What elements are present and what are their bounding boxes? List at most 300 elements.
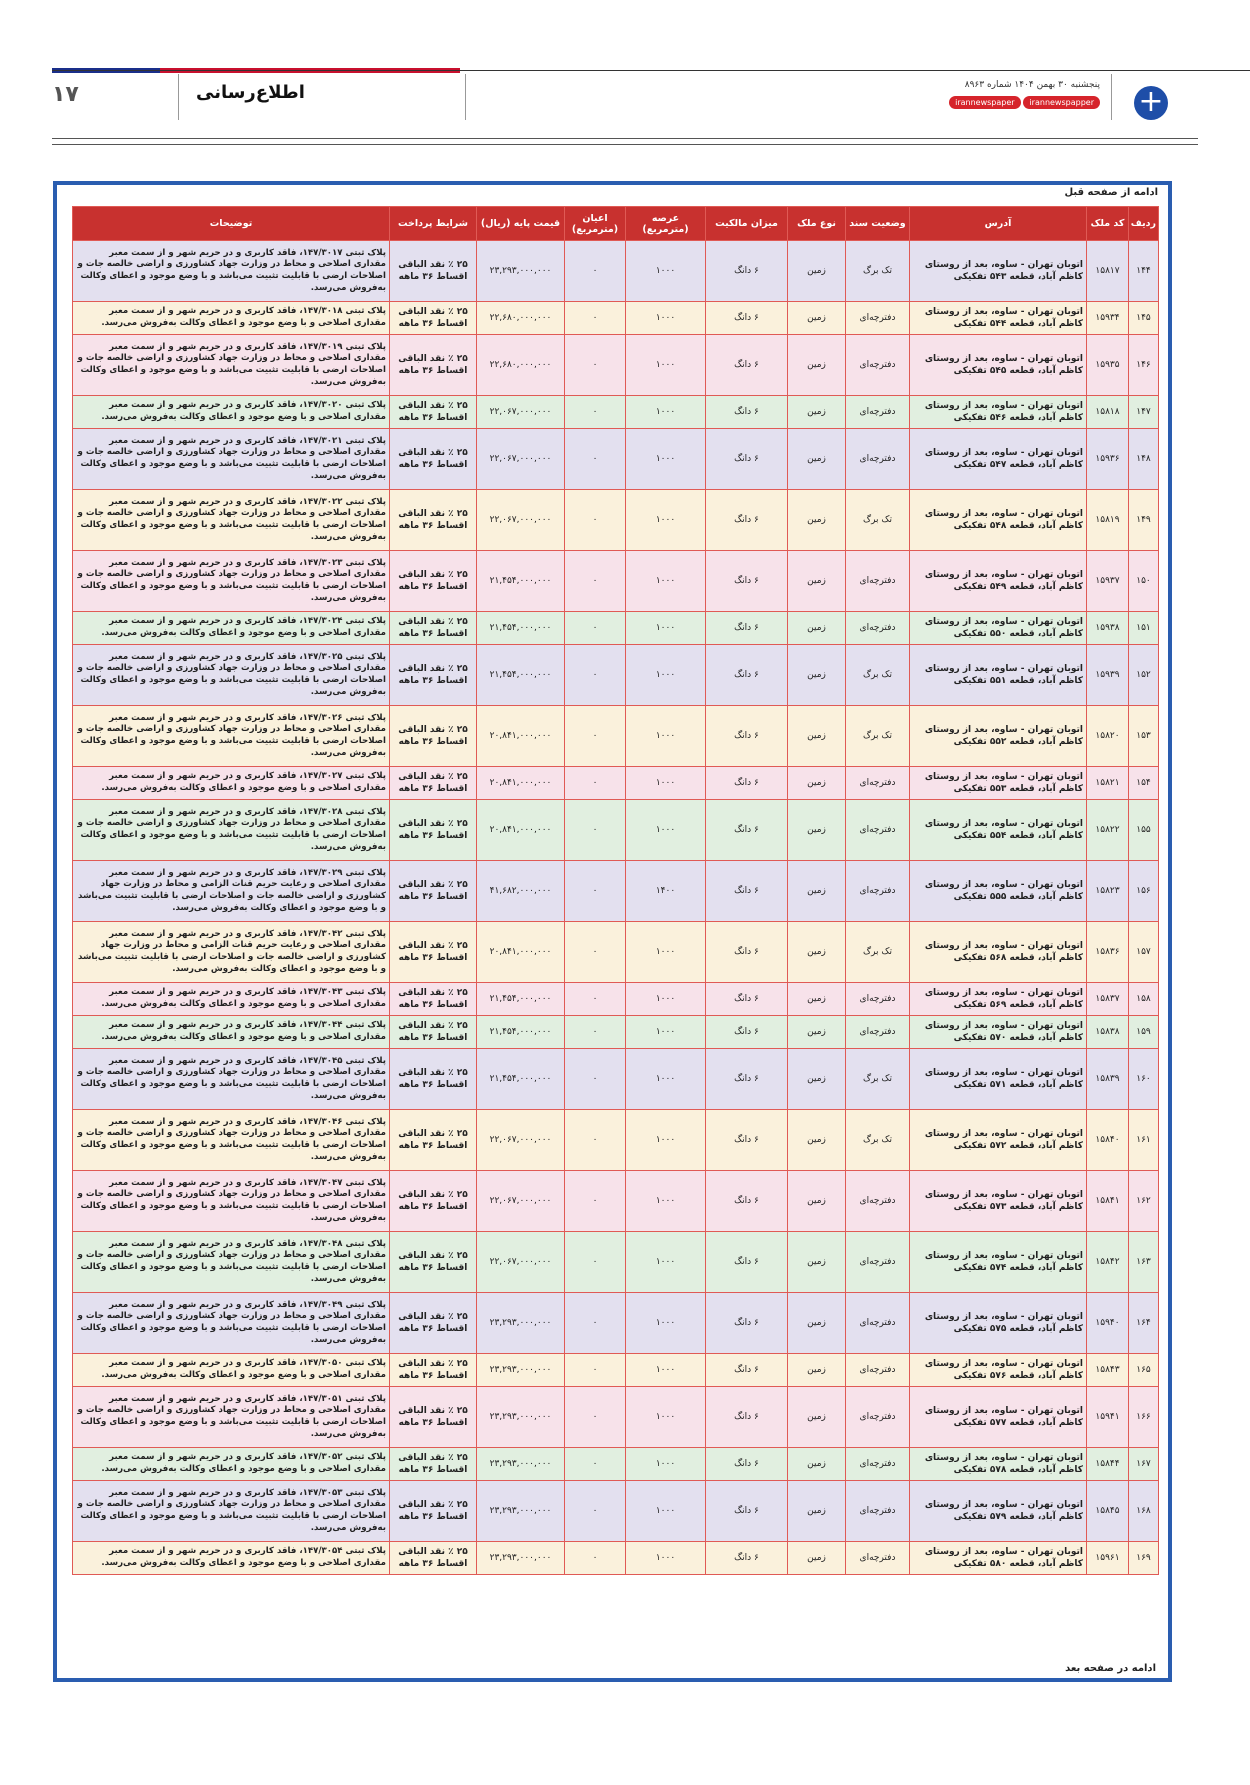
header-rule — [52, 70, 1250, 71]
cell-build: ۰ — [565, 1448, 626, 1481]
cell-address: اتوبان تهران - ساوه، بعد از روستای کاظم آباد، قطعه ۵۶۸ تفکیکی — [910, 922, 1087, 983]
continued-from-note: ادامه از صفحه قبل — [1064, 187, 1158, 198]
cell-desc: پلاک ثبتی ۱۴۷/۳۰۴۸، فاقد کاربری و در حریم شهر و از سمت معبر مقداری اصلاحی و محاط در وزارت جهاد کشاورزی و اراضی خالصه جات و اصلاحات ارضی با قابلیت تثبیت می‌باشد و با وضع موجود و اعطای وکالت به‌فروش می‌رسد. — [73, 1232, 390, 1293]
cell-own: ۶ دانگ — [706, 861, 788, 922]
double-rule-top — [52, 138, 1198, 139]
cell-price: ۲۳,۲۹۳,۰۰۰,۰۰۰ — [477, 1387, 565, 1448]
cell-code: ۱۵۹۴۱ — [1087, 1387, 1129, 1448]
cell-price: ۲۰,۸۴۱,۰۰۰,۰۰۰ — [477, 922, 565, 983]
table-row — [73, 1293, 1159, 1354]
cell-price: ۲۱,۴۵۴,۰۰۰,۰۰۰ — [477, 1016, 565, 1049]
cell-build: ۰ — [565, 706, 626, 767]
cell-area: ۱۰۰۰ — [626, 983, 706, 1016]
cell-price: ۲۱,۴۵۴,۰۰۰,۰۰۰ — [477, 645, 565, 706]
table-row — [73, 1049, 1159, 1110]
cell-own: ۶ دانگ — [706, 1110, 788, 1171]
cell-build: ۰ — [565, 1481, 626, 1542]
cell-type: زمین — [788, 767, 846, 800]
column-header: اعیان (مترمربع) — [565, 207, 626, 241]
cell-price: ۲۲,۰۶۷,۰۰۰,۰۰۰ — [477, 1110, 565, 1171]
cell-address: اتوبان تهران - ساوه، بعد از روستای کاظم آباد، قطعه ۵۴۹ تفکیکی — [910, 551, 1087, 612]
table-row — [73, 241, 1159, 302]
cell-doc: دفترچه‌ای — [846, 1232, 910, 1293]
cell-code: ۱۵۸۱۷ — [1087, 241, 1129, 302]
cell-type: زمین — [788, 1354, 846, 1387]
cell-terms: ۲۵ ٪ نقد الباقی اقساط ۳۶ ماهه — [390, 551, 477, 612]
cell-doc: دفترچه‌ای — [846, 983, 910, 1016]
cell-row: ۱۵۰ — [1129, 551, 1159, 612]
cell-address: اتوبان تهران - ساوه، بعد از روستای کاظم آباد، قطعه ۵۶۹ تفکیکی — [910, 983, 1087, 1016]
cell-price: ۲۳,۲۹۳,۰۰۰,۰۰۰ — [477, 1354, 565, 1387]
cell-doc: دفترچه‌ای — [846, 335, 910, 396]
column-header: کد ملک — [1087, 207, 1129, 241]
cell-build: ۰ — [565, 551, 626, 612]
cell-build: ۰ — [565, 429, 626, 490]
cell-address: اتوبان تهران - ساوه، بعد از روستای کاظم آباد، قطعه ۵۷۱ تفکیکی — [910, 1049, 1087, 1110]
cell-desc: پلاک ثبتی ۱۴۷/۳۰۲۰، فاقد کاربری و در حریم شهر و از سمت معبر مقداری اصلاحی و با وضع موجود و اعطای وکالت به‌فروش می‌رسد. — [73, 396, 390, 429]
cell-terms: ۲۵ ٪ نقد الباقی اقساط ۳۶ ماهه — [390, 490, 477, 551]
cell-price: ۲۰,۸۴۱,۰۰۰,۰۰۰ — [477, 706, 565, 767]
cell-price: ۲۱,۴۵۴,۰۰۰,۰۰۰ — [477, 612, 565, 645]
cell-type: زمین — [788, 335, 846, 396]
table-row — [73, 1232, 1159, 1293]
table-row — [73, 1448, 1159, 1481]
cell-own: ۶ دانگ — [706, 612, 788, 645]
cell-doc: دفترچه‌ای — [846, 429, 910, 490]
cell-build: ۰ — [565, 396, 626, 429]
cell-type: زمین — [788, 800, 846, 861]
cell-row: ۱۵۲ — [1129, 645, 1159, 706]
cell-row: ۱۶۵ — [1129, 1354, 1159, 1387]
cell-desc: پلاک ثبتی ۱۴۷/۳۰۴۳، فاقد کاربری و در حریم شهر و از سمت معبر مقداری اصلاحی و با وضع موجود و اعطای وکالت به‌فروش می‌رسد. — [73, 983, 390, 1016]
cell-code: ۱۵۹۳۶ — [1087, 429, 1129, 490]
table-row — [73, 490, 1159, 551]
cell-type: زمین — [788, 612, 846, 645]
cell-row: ۱۶۶ — [1129, 1387, 1159, 1448]
cell-doc: دفترچه‌ای — [846, 767, 910, 800]
cell-desc: پلاک ثبتی ۱۴۷/۳۰۵۳، فاقد کاربری و در حریم شهر و از سمت معبر مقداری اصلاحی و محاط در وزارت جهاد کشاورزی و اراضی خالصه جات و اصلاحات ارضی با قابلیت تثبیت می‌باشد و با وضع موجود و اعطای وکالت به‌فروش می‌رسد. — [73, 1481, 390, 1542]
column-header: وضعیت سند — [846, 207, 910, 241]
cell-terms: ۲۵ ٪ نقد الباقی اقساط ۳۶ ماهه — [390, 861, 477, 922]
cell-type: زمین — [788, 1171, 846, 1232]
cell-type: زمین — [788, 551, 846, 612]
cell-type: زمین — [788, 429, 846, 490]
cell-type: زمین — [788, 241, 846, 302]
cell-area: ۱۰۰۰ — [626, 335, 706, 396]
cell-doc: تک برگ — [846, 241, 910, 302]
cell-terms: ۲۵ ٪ نقد الباقی اقساط ۳۶ ماهه — [390, 1354, 477, 1387]
cell-code: ۱۵۸۳۷ — [1087, 983, 1129, 1016]
cell-code: ۱۵۸۴۲ — [1087, 1232, 1129, 1293]
cell-row: ۱۶۷ — [1129, 1448, 1159, 1481]
cell-row: ۱۴۴ — [1129, 241, 1159, 302]
cell-code: ۱۵۸۲۱ — [1087, 767, 1129, 800]
cell-desc: پلاک ثبتی ۱۴۷/۳۰۴۹، فاقد کاربری و در حریم شهر و از سمت معبر مقداری اصلاحی و محاط در وزارت جهاد کشاورزی و اراضی خالصه جات و اصلاحات ارضی با قابلیت تثبیت می‌باشد و با وضع موجود و اعطای وکالت به‌فروش می‌رسد. — [73, 1293, 390, 1354]
cell-terms: ۲۵ ٪ نقد الباقی اقساط ۳۶ ماهه — [390, 1110, 477, 1171]
cell-code: ۱۵۸۱۹ — [1087, 490, 1129, 551]
cell-terms: ۲۵ ٪ نقد الباقی اقساط ۳۶ ماهه — [390, 302, 477, 335]
cell-code: ۱۵۸۴۱ — [1087, 1171, 1129, 1232]
cell-address: اتوبان تهران - ساوه، بعد از روستای کاظم آباد، قطعه ۵۷۸ تفکیکی — [910, 1448, 1087, 1481]
cell-price: ۲۰,۸۴۱,۰۰۰,۰۰۰ — [477, 767, 565, 800]
cell-desc: پلاک ثبتی ۱۴۷/۳۰۲۴، فاقد کاربری و در حریم شهر و از سمت معبر مقداری اصلاحی و با وضع موجود و اعطای وکالت به‌فروش می‌رسد. — [73, 612, 390, 645]
cell-terms: ۲۵ ٪ نقد الباقی اقساط ۳۶ ماهه — [390, 1448, 477, 1481]
cell-code: ۱۵۸۲۳ — [1087, 861, 1129, 922]
cell-desc: پلاک ثبتی ۱۴۷/۳۰۲۲، فاقد کاربری و در حریم شهر و از سمت معبر مقداری اصلاحی و محاط در وزارت جهاد کشاورزی و اراضی خالصه جات و اصلاحات ارضی با قابلیت تثبیت می‌باشد و با وضع موجود و اعطای وکالت به‌فروش می‌رسد. — [73, 490, 390, 551]
cell-build: ۰ — [565, 612, 626, 645]
cell-type: زمین — [788, 1448, 846, 1481]
cell-area: ۱۰۰۰ — [626, 1232, 706, 1293]
cell-type: زمین — [788, 861, 846, 922]
cell-doc: دفترچه‌ای — [846, 1542, 910, 1575]
cell-price: ۲۲,۰۶۷,۰۰۰,۰۰۰ — [477, 1171, 565, 1232]
cell-terms: ۲۵ ٪ نقد الباقی اقساط ۳۶ ماهه — [390, 241, 477, 302]
cell-doc: دفترچه‌ای — [846, 612, 910, 645]
cell-doc: دفترچه‌ای — [846, 1481, 910, 1542]
cell-area: ۱۰۰۰ — [626, 706, 706, 767]
cell-build: ۰ — [565, 983, 626, 1016]
cell-address: اتوبان تهران - ساوه، بعد از روستای کاظم آباد، قطعه ۵۵۴ تفکیکی — [910, 800, 1087, 861]
cell-own: ۶ دانگ — [706, 1542, 788, 1575]
cell-address: اتوبان تهران - ساوه، بعد از روستای کاظم آباد، قطعه ۵۷۹ تفکیکی — [910, 1481, 1087, 1542]
cell-doc: دفترچه‌ای — [846, 302, 910, 335]
cell-code: ۱۵۹۳۷ — [1087, 551, 1129, 612]
page-number: ۱۷ — [52, 82, 79, 107]
cell-code: ۱۵۸۴۵ — [1087, 1481, 1129, 1542]
cell-row: ۱۶۸ — [1129, 1481, 1159, 1542]
cell-address: اتوبان تهران - ساوه، بعد از روستای کاظم آباد، قطعه ۵۴۶ تفکیکی — [910, 396, 1087, 429]
cell-address: اتوبان تهران - ساوه، بعد از روستای کاظم آباد، قطعه ۵۷۵ تفکیکی — [910, 1293, 1087, 1354]
cell-area: ۱۰۰۰ — [626, 1171, 706, 1232]
table-row — [73, 983, 1159, 1016]
cell-area: ۱۰۰۰ — [626, 645, 706, 706]
cell-own: ۶ دانگ — [706, 1016, 788, 1049]
cell-type: زمین — [788, 1110, 846, 1171]
cell-row: ۱۴۹ — [1129, 490, 1159, 551]
cell-row: ۱۶۱ — [1129, 1110, 1159, 1171]
cell-area: ۱۰۰۰ — [626, 429, 706, 490]
cell-price: ۲۳,۲۹۳,۰۰۰,۰۰۰ — [477, 1542, 565, 1575]
cell-desc: پلاک ثبتی ۱۴۷/۳۰۴۵، فاقد کاربری و در حریم شهر و از سمت معبر مقداری اصلاحی و محاط در وزارت جهاد کشاورزی و اراضی خالصه جات و اصلاحات ارضی با قابلیت تثبیت می‌باشد و با وضع موجود و اعطای وکالت به‌فروش می‌رسد. — [73, 1049, 390, 1110]
cell-area: ۱۰۰۰ — [626, 1016, 706, 1049]
cell-row: ۱۵۶ — [1129, 861, 1159, 922]
cell-build: ۰ — [565, 1354, 626, 1387]
cell-area: ۱۰۰۰ — [626, 302, 706, 335]
cell-price: ۲۲,۰۶۷,۰۰۰,۰۰۰ — [477, 490, 565, 551]
cell-code: ۱۵۸۴۳ — [1087, 1354, 1129, 1387]
cell-desc: پلاک ثبتی ۱۴۷/۳۰۵۲، فاقد کاربری و در حریم شهر و از سمت معبر مقداری اصلاحی و با وضع موجود و اعطای وکالت به‌فروش می‌رسد. — [73, 1448, 390, 1481]
cell-code: ۱۵۸۲۰ — [1087, 706, 1129, 767]
cell-row: ۱۵۸ — [1129, 983, 1159, 1016]
table-header-row — [73, 207, 1159, 241]
table-row — [73, 1387, 1159, 1448]
cell-own: ۶ دانگ — [706, 1448, 788, 1481]
cell-address: اتوبان تهران - ساوه، بعد از روستای کاظم آباد، قطعه ۵۵۵ تفکیکی — [910, 861, 1087, 922]
double-rule-bottom — [52, 144, 1198, 145]
table-row — [73, 612, 1159, 645]
cell-area: ۱۰۰۰ — [626, 800, 706, 861]
cell-price: ۲۲,۰۶۷,۰۰۰,۰۰۰ — [477, 429, 565, 490]
cell-terms: ۲۵ ٪ نقد الباقی اقساط ۳۶ ماهه — [390, 706, 477, 767]
cell-code: ۱۵۹۳۹ — [1087, 645, 1129, 706]
cell-build: ۰ — [565, 241, 626, 302]
cell-type: زمین — [788, 396, 846, 429]
table-row — [73, 1016, 1159, 1049]
cell-type: زمین — [788, 490, 846, 551]
cell-doc: تک برگ — [846, 706, 910, 767]
cell-desc: پلاک ثبتی ۱۴۷/۳۰۲۱، فاقد کاربری و در حریم شهر و از سمت معبر مقداری اصلاحی و محاط در وزارت جهاد کشاورزی و اراضی خالصه جات و اصلاحات ارضی با قابلیت تثبیت می‌باشد و با وضع موجود و اعطای وکالت به‌فروش می‌رسد. — [73, 429, 390, 490]
table-row — [73, 922, 1159, 983]
column-header: میزان مالکیت — [706, 207, 788, 241]
cell-build: ۰ — [565, 302, 626, 335]
cell-desc: پلاک ثبتی ۱۴۷/۳۰۴۴، فاقد کاربری و در حریم شهر و از سمت معبر مقداری اصلاحی و با وضع موجود و اعطای وکالت به‌فروش می‌رسد. — [73, 1016, 390, 1049]
cell-terms: ۲۵ ٪ نقد الباقی اقساط ۳۶ ماهه — [390, 983, 477, 1016]
cell-row: ۱۶۳ — [1129, 1232, 1159, 1293]
cell-type: زمین — [788, 706, 846, 767]
cell-price: ۲۲,۰۶۷,۰۰۰,۰۰۰ — [477, 396, 565, 429]
cell-row: ۱۵۱ — [1129, 612, 1159, 645]
cell-doc: تک برگ — [846, 922, 910, 983]
header-separator — [1111, 74, 1112, 120]
cell-desc: پلاک ثبتی ۱۴۷/۳۰۵۱، فاقد کاربری و در حریم شهر و از سمت معبر مقداری اصلاحی و محاط در وزارت جهاد کشاورزی و اراضی خالصه جات و اصلاحات ارضی با قابلیت تثبیت می‌باشد و با وضع موجود و اعطای وکالت به‌فروش می‌رسد. — [73, 1387, 390, 1448]
cell-code: ۱۵۹۳۴ — [1087, 302, 1129, 335]
cell-type: زمین — [788, 922, 846, 983]
issue-info-block — [900, 80, 1100, 109]
cell-desc: پلاک ثبتی ۱۴۷/۳۰۲۸، فاقد کاربری و در حریم شهر و از سمت معبر مقداری اصلاحی و محاط در وزارت جهاد کشاورزی و اراضی خالصه جات و اصلاحات ارضی با قابلیت تثبیت می‌باشد و با وضع موجود و اعطای وکالت به‌فروش می‌رسد. — [73, 800, 390, 861]
cell-row: ۱۵۷ — [1129, 922, 1159, 983]
column-header: شرایط پرداخت — [390, 207, 477, 241]
cell-type: زمین — [788, 1232, 846, 1293]
cell-address: اتوبان تهران - ساوه، بعد از روستای کاظم آباد، قطعه ۵۴۸ تفکیکی — [910, 490, 1087, 551]
cell-own: ۶ دانگ — [706, 767, 788, 800]
cell-desc: پلاک ثبتی ۱۴۷/۳۰۴۲، فاقد کاربری و در حریم شهر و از سمت معبر مقداری اصلاحی و رعایت حریم قنات الزامی و محاط در وزارت جهاد کشاورزی و اراضی خالصه جات و اصلاحات ارضی با قابلیت تثبیت می‌باشد و با وضع موجود و اعطای وکالت به‌فروش می‌رسد. — [73, 922, 390, 983]
cell-area: ۱۰۰۰ — [626, 1293, 706, 1354]
cell-own: ۶ دانگ — [706, 1232, 788, 1293]
cell-doc: دفترچه‌ای — [846, 861, 910, 922]
cell-row: ۱۵۹ — [1129, 1016, 1159, 1049]
cell-row: ۱۶۲ — [1129, 1171, 1159, 1232]
cell-row: ۱۵۵ — [1129, 800, 1159, 861]
cell-build: ۰ — [565, 1171, 626, 1232]
cell-area: ۱۰۰۰ — [626, 551, 706, 612]
cell-desc: پلاک ثبتی ۱۴۷/۳۰۱۹، فاقد کاربری و در حریم شهر و از سمت معبر مقداری اصلاحی و محاط در وزارت جهاد کشاورزی و اراضی خالصه جات و اصلاحات ارضی با قابلیت تثبیت می‌باشد و با وضع موجود و اعطای وکالت به‌فروش می‌رسد. — [73, 335, 390, 396]
cell-address: اتوبان تهران - ساوه، بعد از روستای کاظم آباد، قطعه ۵۴۵ تفکیکی — [910, 335, 1087, 396]
cell-area: ۱۰۰۰ — [626, 1387, 706, 1448]
table-row — [73, 335, 1159, 396]
table-row — [73, 706, 1159, 767]
cell-terms: ۲۵ ٪ نقد الباقی اقساط ۳۶ ماهه — [390, 767, 477, 800]
cell-row: ۱۶۴ — [1129, 1293, 1159, 1354]
cell-address: اتوبان تهران - ساوه، بعد از روستای کاظم آباد، قطعه ۵۴۳ تفکیکی — [910, 241, 1087, 302]
cell-doc: دفترچه‌ای — [846, 1171, 910, 1232]
cell-terms: ۲۵ ٪ نقد الباقی اقساط ۳۶ ماهه — [390, 1542, 477, 1575]
cell-own: ۶ دانگ — [706, 1293, 788, 1354]
cell-doc: تک برگ — [846, 490, 910, 551]
property-table — [72, 206, 1159, 1575]
cell-code: ۱۵۹۳۸ — [1087, 612, 1129, 645]
column-header: عرصه (مترمربع) — [626, 207, 706, 241]
cell-own: ۶ دانگ — [706, 241, 788, 302]
cell-price: ۲۳,۲۹۳,۰۰۰,۰۰۰ — [477, 1481, 565, 1542]
cell-address: اتوبان تهران - ساوه، بعد از روستای کاظم آباد، قطعه ۵۵۲ تفکیکی — [910, 706, 1087, 767]
cell-address: اتوبان تهران - ساوه، بعد از روستای کاظم آباد، قطعه ۵۷۳ تفکیکی — [910, 1171, 1087, 1232]
cell-area: ۱۰۰۰ — [626, 612, 706, 645]
cell-address: اتوبان تهران - ساوه، بعد از روستای کاظم آباد، قطعه ۵۷۴ تفکیکی — [910, 1232, 1087, 1293]
cell-code: ۱۵۸۱۸ — [1087, 396, 1129, 429]
cell-desc: پلاک ثبتی ۱۴۷/۳۰۵۴، فاقد کاربری و در حریم شهر و از سمت معبر مقداری اصلاحی و با وضع موجود و اعطای وکالت به‌فروش می‌رسد. — [73, 1542, 390, 1575]
cell-area: ۱۰۰۰ — [626, 1354, 706, 1387]
cell-build: ۰ — [565, 800, 626, 861]
cell-own: ۶ دانگ — [706, 706, 788, 767]
cell-build: ۰ — [565, 335, 626, 396]
cell-terms: ۲۵ ٪ نقد الباقی اقساط ۳۶ ماهه — [390, 1481, 477, 1542]
cell-terms: ۲۵ ٪ نقد الباقی اقساط ۳۶ ماهه — [390, 1171, 477, 1232]
table-row — [73, 1542, 1159, 1575]
section-title: اطلاع‌رسانی — [196, 82, 305, 103]
cell-build: ۰ — [565, 1293, 626, 1354]
cell-area: ۱۰۰۰ — [626, 922, 706, 983]
cell-code: ۱۵۹۳۵ — [1087, 335, 1129, 396]
cell-build: ۰ — [565, 1387, 626, 1448]
cell-doc: تک برگ — [846, 1110, 910, 1171]
cell-own: ۶ دانگ — [706, 983, 788, 1016]
cell-terms: ۲۵ ٪ نقد الباقی اقساط ۳۶ ماهه — [390, 1016, 477, 1049]
cell-doc: دفترچه‌ای — [846, 1448, 910, 1481]
cell-row: ۱۴۶ — [1129, 335, 1159, 396]
cell-area: ۱۰۰۰ — [626, 490, 706, 551]
table-row — [73, 396, 1159, 429]
cell-type: زمین — [788, 1016, 846, 1049]
cell-address: اتوبان تهران - ساوه، بعد از روستای کاظم آباد، قطعه ۵۸۰ تفکیکی — [910, 1542, 1087, 1575]
cell-terms: ۲۵ ٪ نقد الباقی اقساط ۳۶ ماهه — [390, 645, 477, 706]
cell-own: ۶ دانگ — [706, 1481, 788, 1542]
cell-build: ۰ — [565, 922, 626, 983]
cell-price: ۲۰,۸۴۱,۰۰۰,۰۰۰ — [477, 800, 565, 861]
cell-doc: دفترچه‌ای — [846, 1387, 910, 1448]
cell-build: ۰ — [565, 1542, 626, 1575]
cell-own: ۶ دانگ — [706, 396, 788, 429]
cell-desc: پلاک ثبتی ۱۴۷/۳۰۲۷، فاقد کاربری و در حریم شهر و از سمت معبر مقداری اصلاحی و با وضع موجود و اعطای وکالت به‌فروش می‌رسد. — [73, 767, 390, 800]
cell-own: ۶ دانگ — [706, 551, 788, 612]
table-row — [73, 429, 1159, 490]
cell-doc: دفترچه‌ای — [846, 800, 910, 861]
cell-own: ۶ دانگ — [706, 302, 788, 335]
cell-area: ۱۴۰۰ — [626, 861, 706, 922]
cell-price: ۲۲,۰۶۷,۰۰۰,۰۰۰ — [477, 1232, 565, 1293]
plus-logo-icon: + — [1134, 86, 1168, 120]
listing-frame — [53, 181, 1172, 1682]
column-header: قیمت پایه (ریال) — [477, 207, 565, 241]
cell-own: ۶ دانگ — [706, 1387, 788, 1448]
cell-build: ۰ — [565, 861, 626, 922]
cell-price: ۲۳,۲۹۳,۰۰۰,۰۰۰ — [477, 1293, 565, 1354]
table-row — [73, 302, 1159, 335]
cell-doc: تک برگ — [846, 645, 910, 706]
cell-code: ۱۵۸۳۸ — [1087, 1016, 1129, 1049]
cell-address: اتوبان تهران - ساوه، بعد از روستای کاظم آباد، قطعه ۵۷۷ تفکیکی — [910, 1387, 1087, 1448]
cell-desc: پلاک ثبتی ۱۴۷/۳۰۴۷، فاقد کاربری و در حریم شهر و از سمت معبر مقداری اصلاحی و محاط در وزارت جهاد کشاورزی و اراضی خالصه جات و اصلاحات ارضی با قابلیت تثبیت می‌باشد و با وضع موجود و اعطای وکالت به‌فروش می‌رسد. — [73, 1171, 390, 1232]
cell-desc: پلاک ثبتی ۱۴۷/۳۰۱۷، فاقد کاربری و در حریم شهر و از سمت معبر مقداری اصلاحی و محاط در وزارت جهاد کشاورزی و اراضی خالصه جات و اصلاحات ارضی با قابلیت تثبیت می‌باشد و با وضع موجود و اعطای وکالت به‌فروش می‌رسد. — [73, 241, 390, 302]
table-row — [73, 861, 1159, 922]
cell-code: ۱۵۸۲۲ — [1087, 800, 1129, 861]
cell-terms: ۲۵ ٪ نقد الباقی اقساط ۳۶ ماهه — [390, 1293, 477, 1354]
column-header: آدرس — [910, 207, 1087, 241]
cell-terms: ۲۵ ٪ نقد الباقی اقساط ۳۶ ماهه — [390, 800, 477, 861]
cell-desc: پلاک ثبتی ۱۴۷/۳۰۲۵، فاقد کاربری و در حریم شهر و از سمت معبر مقداری اصلاحی و محاط در وزارت جهاد کشاورزی و اراضی خالصه جات و اصلاحات ارضی با قابلیت تثبیت می‌باشد و با وضع موجود و اعطای وکالت به‌فروش می‌رسد. — [73, 645, 390, 706]
cell-address: اتوبان تهران - ساوه، بعد از روستای کاظم آباد، قطعه ۵۵۰ تفکیکی — [910, 612, 1087, 645]
cell-price: ۴۱,۶۸۲,۰۰۰,۰۰۰ — [477, 861, 565, 922]
cell-price: ۲۳,۲۹۳,۰۰۰,۰۰۰ — [477, 241, 565, 302]
column-header: توضیحات — [73, 207, 390, 241]
cell-price: ۲۱,۴۵۴,۰۰۰,۰۰۰ — [477, 983, 565, 1016]
cell-desc: پلاک ثبتی ۱۴۷/۳۰۵۰، فاقد کاربری و در حریم شهر و از سمت معبر مقداری اصلاحی و با وضع موجود و اعطای وکالت به‌فروش می‌رسد. — [73, 1354, 390, 1387]
cell-terms: ۲۵ ٪ نقد الباقی اقساط ۳۶ ماهه — [390, 1049, 477, 1110]
cell-row: ۱۴۷ — [1129, 396, 1159, 429]
cell-area: ۱۰۰۰ — [626, 1542, 706, 1575]
cell-build: ۰ — [565, 1049, 626, 1110]
cell-row: ۱۴۵ — [1129, 302, 1159, 335]
cell-own: ۶ دانگ — [706, 490, 788, 551]
cell-build: ۰ — [565, 1016, 626, 1049]
cell-type: زمین — [788, 1542, 846, 1575]
cell-own: ۶ دانگ — [706, 335, 788, 396]
cell-type: زمین — [788, 645, 846, 706]
cell-area: ۱۰۰۰ — [626, 396, 706, 429]
table-row — [73, 800, 1159, 861]
cell-address: اتوبان تهران - ساوه، بعد از روستای کاظم آباد، قطعه ۵۴۷ تفکیکی — [910, 429, 1087, 490]
cell-code: ۱۵۸۳۶ — [1087, 922, 1129, 983]
cell-area: ۱۰۰۰ — [626, 1049, 706, 1110]
cell-address: اتوبان تهران - ساوه، بعد از روستای کاظم آباد، قطعه ۵۷۶ تفکیکی — [910, 1354, 1087, 1387]
cell-row: ۱۵۳ — [1129, 706, 1159, 767]
cell-address: اتوبان تهران - ساوه، بعد از روستای کاظم آباد، قطعه ۵۷۲ تفکیکی — [910, 1110, 1087, 1171]
cell-build: ۰ — [565, 1232, 626, 1293]
cell-own: ۶ دانگ — [706, 429, 788, 490]
table-row — [73, 1481, 1159, 1542]
cell-desc: پلاک ثبتی ۱۴۷/۳۰۲۹، فاقد کاربری و در حریم شهر و از سمت معبر مقداری اصلاحی و رعایت حریم قنات الزامی و محاط در وزارت جهاد کشاورزی و اراضی خالصه جات و اصلاحات ارضی با قابلیت تثبیت می‌باشد و با وضع موجود و اعطای وکالت به‌فروش می‌رسد. — [73, 861, 390, 922]
cell-row: ۱۶۹ — [1129, 1542, 1159, 1575]
cell-type: زمین — [788, 1387, 846, 1448]
cell-area: ۱۰۰۰ — [626, 241, 706, 302]
cell-own: ۶ دانگ — [706, 645, 788, 706]
cell-price: ۲۲,۶۸۰,۰۰۰,۰۰۰ — [477, 302, 565, 335]
cell-doc: دفترچه‌ای — [846, 1016, 910, 1049]
cell-address: اتوبان تهران - ساوه، بعد از روستای کاظم آباد، قطعه ۵۴۴ تفکیکی — [910, 302, 1087, 335]
issue-info: پنجشنبه ۳۰ بهمن ۱۴۰۴ شماره ۸۹۶۳ — [964, 80, 1100, 90]
social-handle-2[interactable]: irannewspaper — [949, 96, 1020, 109]
column-header: ردیف — [1129, 207, 1159, 241]
cell-desc: پلاک ثبتی ۱۴۷/۳۰۲۶، فاقد کاربری و در حریم شهر و از سمت معبر مقداری اصلاحی و محاط در وزارت جهاد کشاورزی و اراضی خالصه جات و اصلاحات ارضی با قابلیت تثبیت می‌باشد و با وضع موجود و اعطای وکالت به‌فروش می‌رسد. — [73, 706, 390, 767]
social-handle-1[interactable]: irannewspapper — [1023, 96, 1100, 109]
cell-price: ۲۱,۴۵۴,۰۰۰,۰۰۰ — [477, 1049, 565, 1110]
cell-address: اتوبان تهران - ساوه، بعد از روستای کاظم آباد، قطعه ۵۷۰ تفکیکی — [910, 1016, 1087, 1049]
cell-build: ۰ — [565, 1110, 626, 1171]
cell-terms: ۲۵ ٪ نقد الباقی اقساط ۳۶ ماهه — [390, 612, 477, 645]
table-row — [73, 767, 1159, 800]
cell-desc: پلاک ثبتی ۱۴۷/۳۰۲۳، فاقد کاربری و در حریم شهر و از سمت معبر مقداری اصلاحی و محاط در وزارت جهاد کشاورزی و اراضی خالصه جات و اصلاحات ارضی با قابلیت تثبیت می‌باشد و با وضع موجود و اعطای وکالت به‌فروش می‌رسد. — [73, 551, 390, 612]
cell-address: اتوبان تهران - ساوه، بعد از روستای کاظم آباد، قطعه ۵۵۱ تفکیکی — [910, 645, 1087, 706]
cell-build: ۰ — [565, 490, 626, 551]
cell-terms: ۲۵ ٪ نقد الباقی اقساط ۳۶ ماهه — [390, 335, 477, 396]
cell-type: زمین — [788, 983, 846, 1016]
cell-doc: دفترچه‌ای — [846, 1293, 910, 1354]
table-row — [73, 1110, 1159, 1171]
table-row — [73, 1354, 1159, 1387]
cell-code: ۱۵۹۶۱ — [1087, 1542, 1129, 1575]
cell-price: ۲۲,۶۸۰,۰۰۰,۰۰۰ — [477, 335, 565, 396]
table-row — [73, 645, 1159, 706]
cell-own: ۶ دانگ — [706, 800, 788, 861]
